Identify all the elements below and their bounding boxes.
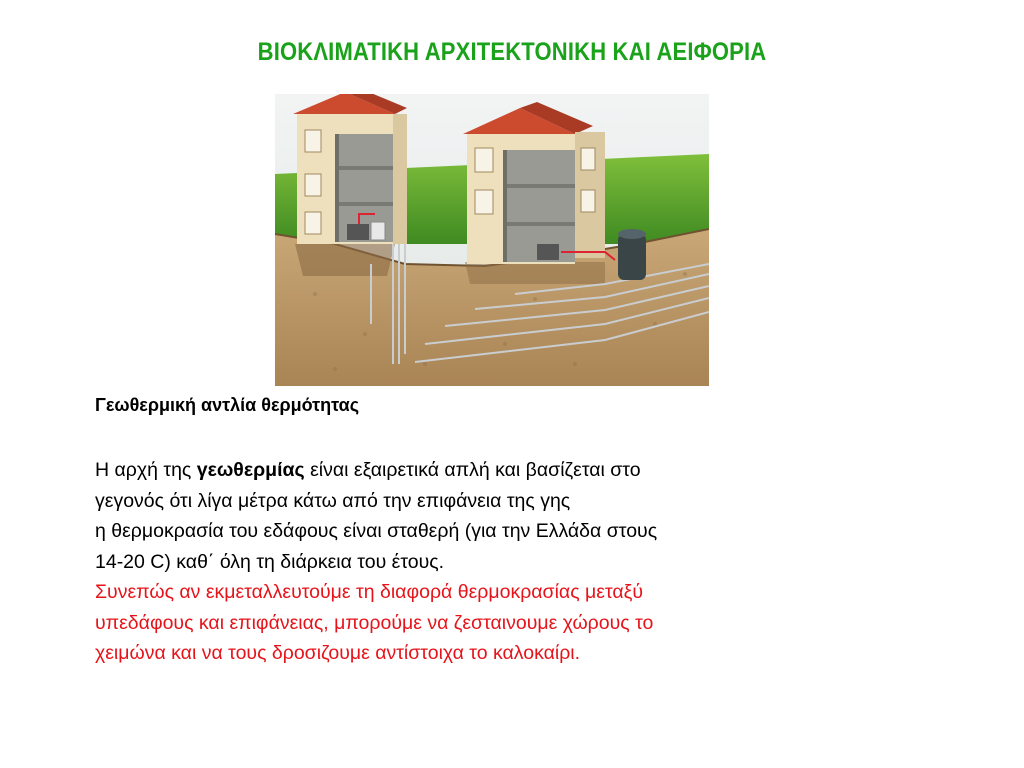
- conclusion-line-3: χειμώνα και να τους δροσιζουμε αντίστοιχα το καλοκαίρι.: [95, 642, 581, 664]
- keyword-geothermal: γεωθερμίας: [196, 459, 305, 481]
- section-subtitle: Γεωθερμική αντλία θερμότητας: [95, 395, 360, 415]
- paragraph-line-3: η θερμοκρασία του εδάφους είναι σταθερή (για την Ελλάδα στους: [95, 520, 658, 542]
- paragraph-line-1: Η αρχή της γεωθερμίας είναι εξαιρετικά απλή και βασίζεται στο: [95, 459, 641, 481]
- conclusion-line-1: Συνεπώς αν εκμεταλλευτούμε τη διαφορά θερμοκρασίας μεταξύ: [95, 581, 644, 603]
- conclusion-line-2: υπεδάφους και επιφάνειας, μπορούμε να ζεσταινουμε χώρους το: [95, 611, 654, 634]
- body-text: [95, 455, 855, 669]
- geothermal-houses-illustration: [275, 94, 709, 386]
- slide-title: ΒΙΟΚΛΙΜΑΤΙΚΗ ΑΡΧΙΤΕΚΤΟΝΙΚΗ ΚΑΙ ΑΕΙΦΟΡΙΑ: [257, 38, 767, 66]
- paragraph-line-4: 14-20 C) καθ΄ όλη τη διάρκεια του έτους.: [95, 550, 445, 573]
- paragraph-line-2: γεγονός ότι λίγα μέτρα κάτω από την επιφάνεια της γης: [95, 489, 571, 512]
